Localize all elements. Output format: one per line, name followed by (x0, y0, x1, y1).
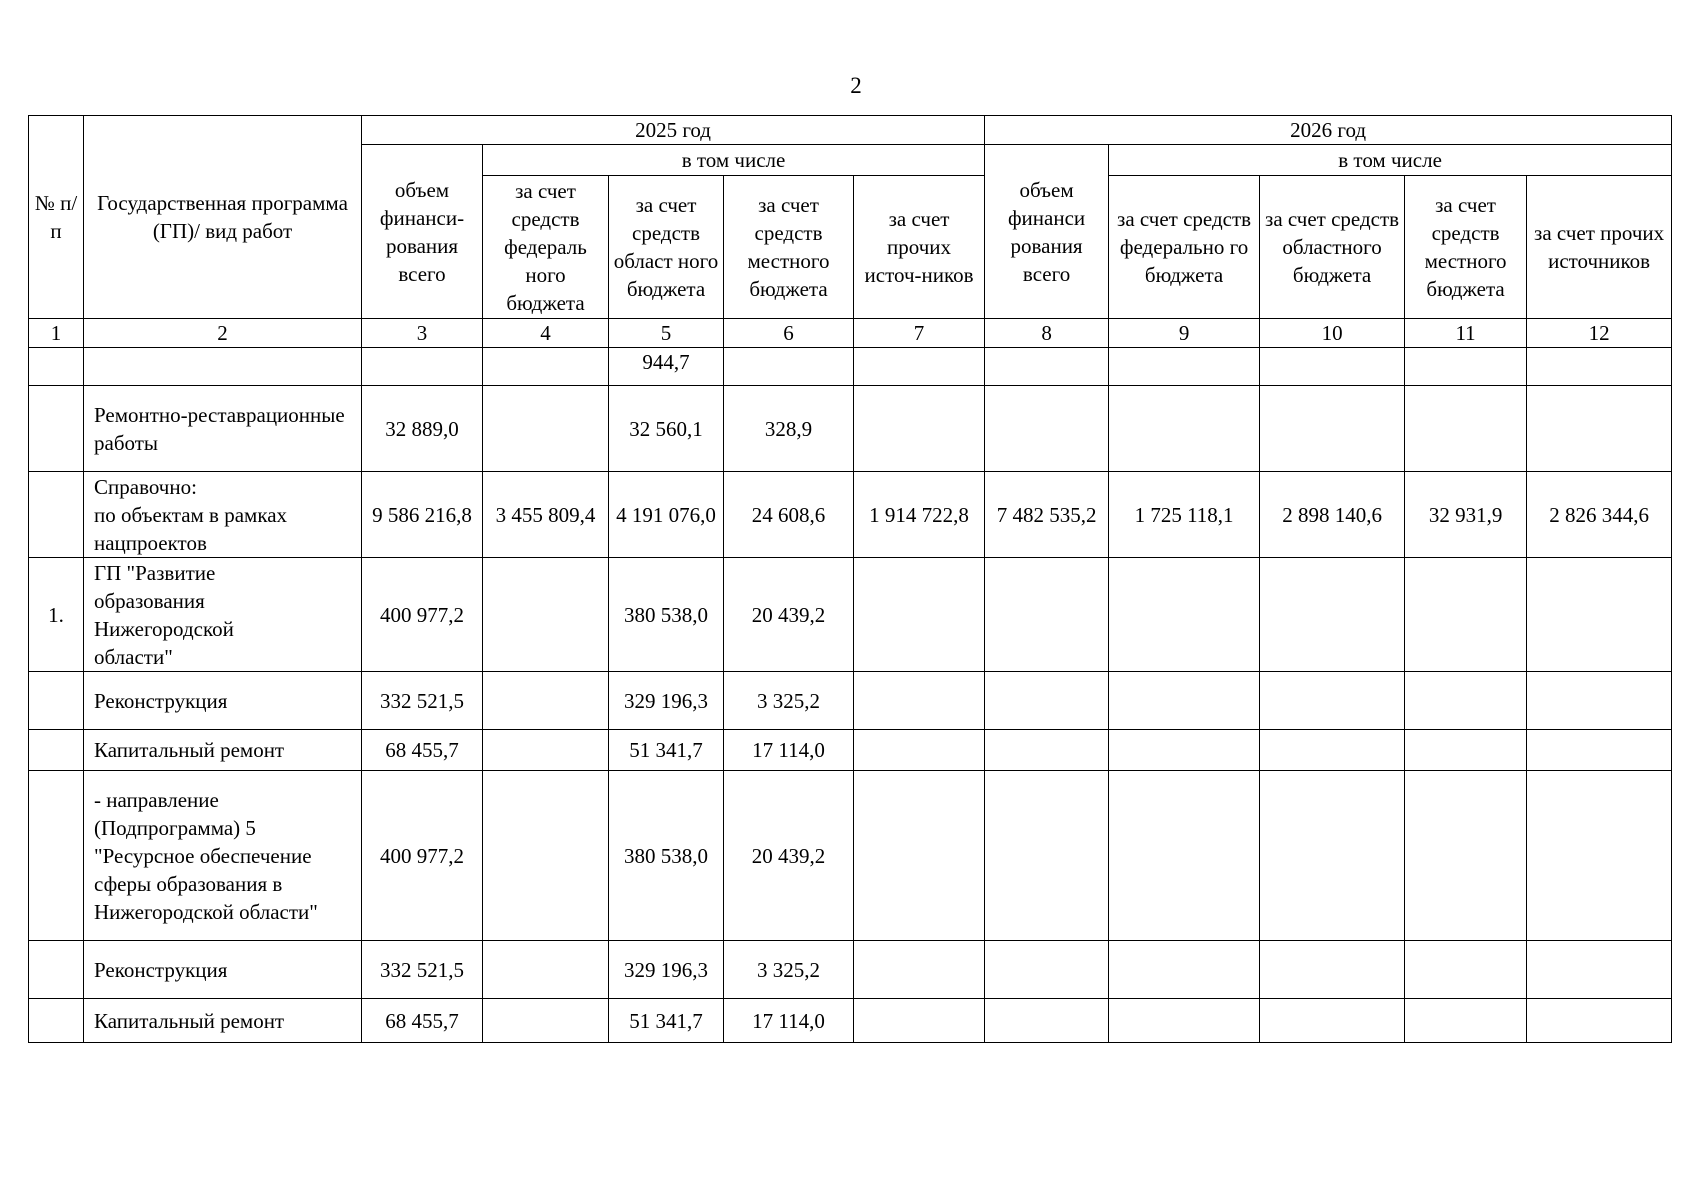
cell-value (1109, 558, 1260, 672)
cell-value: 68 455,7 (362, 999, 483, 1043)
header-2026-federal: за счет средств федерально го бюджета (1109, 176, 1260, 319)
cell-name: - направление (Подпрограмма) 5 "Ресурсное обеспечение сферы образования в Нижегородской области" (84, 771, 362, 941)
cell-value: 1 914 722,8 (854, 472, 985, 558)
cell-value (1527, 672, 1672, 730)
cell-value (985, 999, 1109, 1043)
budget-table (28, 115, 1672, 1043)
cell-no (29, 730, 84, 771)
cell-no (29, 771, 84, 941)
cell-value: 400 977,2 (362, 558, 483, 672)
cell-value (724, 348, 854, 386)
cell-value (1260, 999, 1405, 1043)
index-cell: 5 (609, 319, 724, 348)
cell-value (1405, 999, 1527, 1043)
cell-value: 32 560,1 (609, 386, 724, 472)
cell-value (985, 558, 1109, 672)
cell-value (985, 771, 1109, 941)
cell-value (1260, 941, 1405, 999)
cell-value: 3 325,2 (724, 941, 854, 999)
index-cell: 7 (854, 319, 985, 348)
cell-value: 51 341,7 (609, 730, 724, 771)
cell-value: 380 538,0 (609, 771, 724, 941)
cell-value (1405, 730, 1527, 771)
cell-value: 944,7 (609, 348, 724, 386)
cell-value (1109, 730, 1260, 771)
header-2026-other: за счет прочих источников (1527, 176, 1672, 319)
cell-value: 17 114,0 (724, 730, 854, 771)
cell-value (985, 672, 1109, 730)
cell-name: Капитальный ремонт (84, 999, 362, 1043)
table-row (29, 672, 1672, 730)
cell-value: 20 439,2 (724, 558, 854, 672)
cell-value (1260, 386, 1405, 472)
cell-value (854, 999, 985, 1043)
cell-value (1527, 941, 1672, 999)
index-cell: 8 (985, 319, 1109, 348)
cell-value: 4 191 076,0 (609, 472, 724, 558)
cell-value: 3 325,2 (724, 672, 854, 730)
index-cell: 10 (1260, 319, 1405, 348)
table-row (29, 730, 1672, 771)
cell-no (29, 672, 84, 730)
cell-no (29, 472, 84, 558)
cell-name: ГП "Развитие образования Нижегородской области" (84, 558, 362, 672)
table-row (29, 941, 1672, 999)
cell-value: 328,9 (724, 386, 854, 472)
header-2025-total: объем финанси-рования всего (362, 145, 483, 319)
cell-value (1527, 558, 1672, 672)
table-row (29, 472, 1672, 558)
cell-value: 1 725 118,1 (1109, 472, 1260, 558)
cell-value (854, 941, 985, 999)
cell-value: 332 521,5 (362, 672, 483, 730)
cell-value (1405, 558, 1527, 672)
cell-value (985, 348, 1109, 386)
header-2026-including: в том числе (1109, 145, 1672, 176)
cell-value: 329 196,3 (609, 672, 724, 730)
cell-value (1260, 348, 1405, 386)
cell-value: 2 826 344,6 (1527, 472, 1672, 558)
index-cell: 3 (362, 319, 483, 348)
cell-no: 1. (29, 558, 84, 672)
cell-value: 24 608,6 (724, 472, 854, 558)
cell-value (483, 730, 609, 771)
cell-value (1405, 771, 1527, 941)
cell-value: 400 977,2 (362, 771, 483, 941)
table-body (29, 348, 1672, 1043)
header-year-2026: 2026 год (985, 116, 1672, 145)
cell-value (985, 386, 1109, 472)
cell-value: 3 455 809,4 (483, 472, 609, 558)
cell-value (1109, 348, 1260, 386)
cell-name (84, 348, 362, 386)
cell-value (985, 730, 1109, 771)
cell-name: Капитальный ремонт (84, 730, 362, 771)
index-cell: 4 (483, 319, 609, 348)
cell-value: 329 196,3 (609, 941, 724, 999)
cell-value (854, 771, 985, 941)
header-program: Государственная программа (ГП)/ вид работ (84, 116, 362, 319)
cell-value (1405, 672, 1527, 730)
cell-value: 332 521,5 (362, 941, 483, 999)
header-2025-regional: за счет средств област ного бюджета (609, 176, 724, 319)
cell-value (854, 558, 985, 672)
header-2025-including: в том числе (483, 145, 985, 176)
cell-value (854, 730, 985, 771)
cell-value (1527, 771, 1672, 941)
cell-value (1109, 771, 1260, 941)
cell-value (362, 348, 483, 386)
cell-value (1527, 386, 1672, 472)
index-cell: 12 (1527, 319, 1672, 348)
header-2026-local: за счет средств местного бюджета (1405, 176, 1527, 319)
cell-value (1405, 386, 1527, 472)
cell-value (483, 672, 609, 730)
cell-value (854, 348, 985, 386)
cell-no (29, 999, 84, 1043)
cell-value: 17 114,0 (724, 999, 854, 1043)
index-cell: 1 (29, 319, 84, 348)
cell-value: 20 439,2 (724, 771, 854, 941)
cell-value (1260, 730, 1405, 771)
cell-value (483, 771, 609, 941)
cell-no (29, 386, 84, 472)
index-cell: 2 (84, 319, 362, 348)
cell-name: Реконструкция (84, 941, 362, 999)
cell-value (1527, 730, 1672, 771)
header-2025-local: за счет средств местного бюджета (724, 176, 854, 319)
table-row (29, 771, 1672, 941)
cell-value (483, 999, 609, 1043)
header-2025-federal: за счет средств федераль ного бюджета (483, 176, 609, 319)
index-cell: 6 (724, 319, 854, 348)
cell-name: Реконструкция (84, 672, 362, 730)
cell-name: Ремонтно-реставрационные работы (84, 386, 362, 472)
cell-value: 68 455,7 (362, 730, 483, 771)
cell-value (1527, 999, 1672, 1043)
table-row (29, 999, 1672, 1043)
cell-value (1109, 386, 1260, 472)
cell-value (1109, 999, 1260, 1043)
cell-value (1405, 348, 1527, 386)
cell-value: 380 538,0 (609, 558, 724, 672)
cell-value (1405, 941, 1527, 999)
cell-value: 32 931,9 (1405, 472, 1527, 558)
cell-no (29, 941, 84, 999)
header-year-2025: 2025 год (362, 116, 985, 145)
cell-value (1109, 941, 1260, 999)
cell-value (483, 348, 609, 386)
cell-value (1260, 771, 1405, 941)
cell-value (1527, 348, 1672, 386)
cell-value: 51 341,7 (609, 999, 724, 1043)
cell-value: 32 889,0 (362, 386, 483, 472)
cell-value: 9 586 216,8 (362, 472, 483, 558)
cell-value (1260, 558, 1405, 672)
header-2026-total: объем финанси рования всего (985, 145, 1109, 319)
cell-value (854, 672, 985, 730)
header-no: № п/п (29, 116, 84, 319)
cell-value (985, 941, 1109, 999)
index-cell: 9 (1109, 319, 1260, 348)
cell-value (483, 941, 609, 999)
cell-name: Справочно: по объектам в рамках нацпроектов (84, 472, 362, 558)
cell-value (1109, 672, 1260, 730)
cell-value (854, 386, 985, 472)
cell-no (29, 348, 84, 386)
header-2026-regional: за счет средств областного бюджета (1260, 176, 1405, 319)
page-number: 2 (850, 73, 862, 98)
header-2025-other: за счет прочих источ-ников (854, 176, 985, 319)
cell-value (1260, 672, 1405, 730)
cell-value: 2 898 140,6 (1260, 472, 1405, 558)
cell-value (483, 386, 609, 472)
table-row (29, 558, 1672, 672)
table-row (29, 348, 1672, 386)
cell-value: 7 482 535,2 (985, 472, 1109, 558)
table-row (29, 386, 1672, 472)
index-cell: 11 (1405, 319, 1527, 348)
cell-value (483, 558, 609, 672)
